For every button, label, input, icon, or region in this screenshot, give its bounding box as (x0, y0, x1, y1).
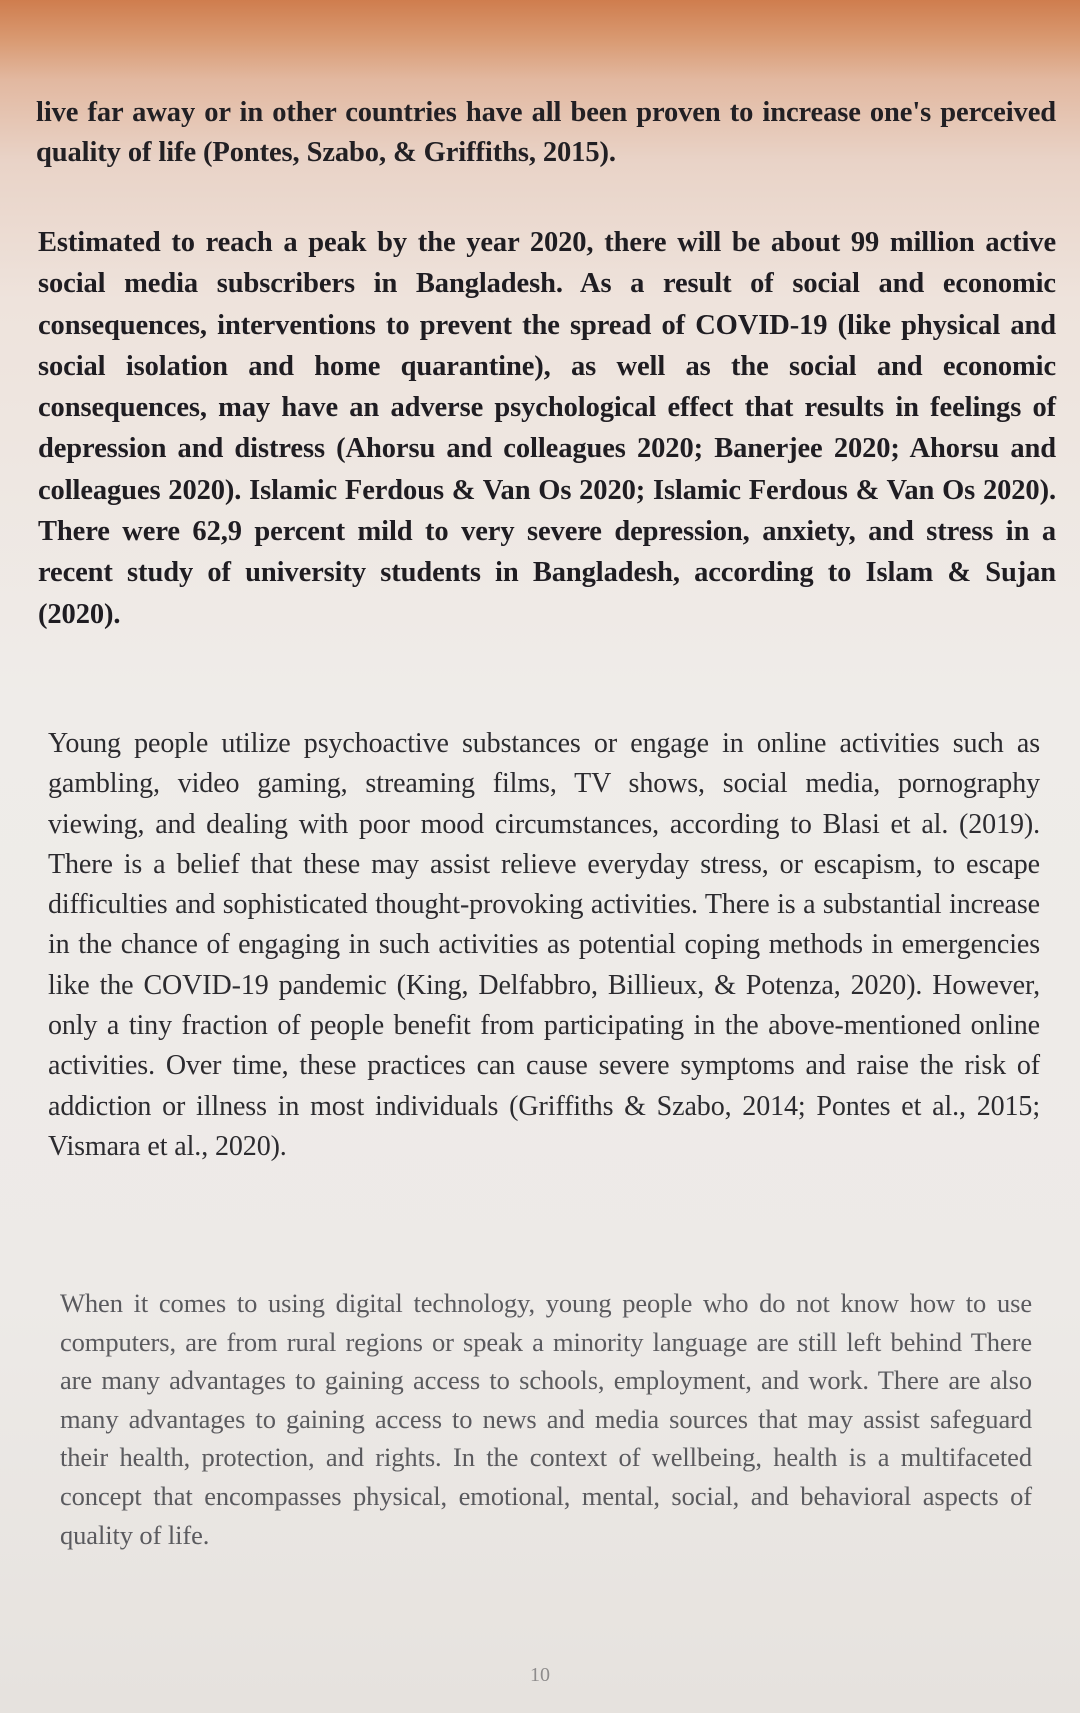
paragraph-4: When it comes to using digital technology, young people who do not know how to use computers, are from rural regions or speak a minority language are still left behind There are many advantages to gaining access to schools, employment, and work. There are also many advantages to gaining access to news and media sources that may assist safeguard their health, protection, and rights. In the context of wellbeing, health is a multifaceted concept that encompasses physical, emotional, mental, social, and behavioral aspects of quality of life. (60, 1288, 1032, 1550)
paragraph-1: live far away or in other countries have all been proven to increase one's perceived quality of life (Pontes, Szabo, & Griffiths, 2015). (36, 97, 1056, 169)
page-number: 10 (530, 1664, 550, 1686)
paragraph-3: Young people utilize psychoactive substances or engage in online activities such as gambling, video gaming, streaming films, TV shows, social media, pornography viewing, and dealing with poor mood circumstances, according to Blasi et al. (2019). There is a belief that these may assist relieve everyday stress, or escapism, to escape difficulties and sophisticated thought-provoking activities. There is a substantial increase in the chance of engaging in such activities as potential coping methods in emergencies like the COVID-19 pandemic (King, Delfabbro, Billieux, & Potenza, 2020). However, only a tiny fraction of people benefit from participating in the above-mentioned online activities. Over time, these practices can cause severe symptoms and raise the risk of addiction or illness in most individuals (Griffiths & Szabo, 2014; Pontes et al., 2015; Vismara et al., 2020). (48, 728, 1040, 1162)
paragraph-2: Estimated to reach a peak by the year 2020, there will be about 99 million active social media subscribers in Bangladesh. As a result of social and economic consequences, interventions to prevent the spread of COVID-19 (like physical and social isolation and home quarantine), as well as the social and economic consequences, may have an adverse psychological effect that results in feelings of depression and distress (Ahorsu and colleagues 2020; Banerjee 2020; Ahorsu and colleagues 2020). Islamic Ferdous & Van Os 2020; Islamic Ferdous & Van Os 2020). There were 62,9 percent mild to very severe depression, anxiety, and stress in a recent study of university students in Bangladesh, according to Islam & Sujan (2020). (38, 227, 1056, 630)
